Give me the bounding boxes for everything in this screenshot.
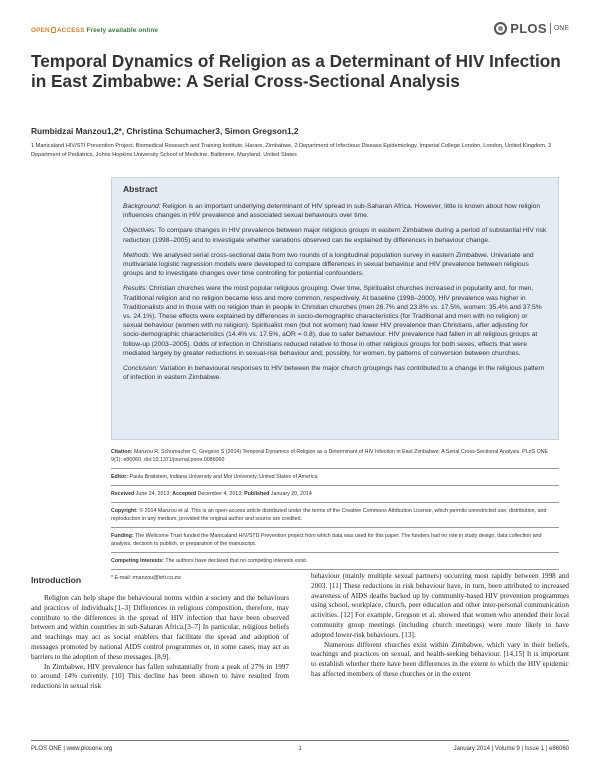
page-number: 1 [298,746,302,752]
intro-paragraph: In Zimbabwe, HIV prevalence has fallen substantially from a peak of 27% in 1997 to around 14% currently. [10] This decline has been shown to have resulted from reductions in sexual risk [31,662,289,691]
competing-label: Competing Interests: [111,558,164,564]
methods-label: Methods: [123,251,151,259]
conclusion-text: Variation in behavioural responses to HIV between the major church groupings has contributed to a change in the religious pattern of infection in eastern Zimbabwe. [123,365,545,382]
logo-name: PLOS [510,21,547,36]
competing-text: The authors have declared that no competing interests exist. [163,558,308,564]
editor-label: Editor: [111,474,129,480]
page-footer [31,740,569,752]
open-label: OPEN [31,27,50,34]
abstract-box [111,177,559,440]
accepted-label: Accepted [172,491,197,497]
freely-available-label: Freely available online [86,27,159,34]
objectives-text: To compare changes in HIV prevalence between major religious groups in eastern Zimbabwe during a period of substantial HIV risk reduction (1998–2005) and to investigate whether variations observed can be explained by differences in behaviour change. [123,227,547,244]
funding [111,530,559,550]
background-label: Background: [123,203,161,210]
citation-label: Citation: [111,449,133,455]
plos-logo-icon [494,22,507,35]
abstract-heading: Abstract [123,184,158,194]
accepted-date: December 4, 2013; [196,491,245,497]
editor [111,471,559,483]
article-title: Temporal Dynamics of Religion as a Determinant of HIV Infection in East Zimbabwe: A Serial Cross-Sectional Analysis [31,51,561,91]
abstract-methods [123,251,547,279]
affiliations: 1 Manicaland HIV/STI Prevention Project. Biomedical Research and Training Institute, Harare, Zimbabwe, 2 Department of Infectious Disease Epidemiology, Imperial College London, London, United Kingdom, 3 Department of Pediatrics, Johns Hopkins University School of Medicine, Baltimore, Maryland, United States [31,143,552,159]
competing-interests [111,555,559,567]
citation [111,446,559,466]
published-date: January 20, 2014 [269,491,312,497]
divider [111,485,559,486]
access-label: ACCESS [56,27,85,34]
plos-one-logo [494,21,569,36]
divider [111,527,559,528]
abstract-background [123,202,547,220]
citation-text: Manzou R, Schumacher C, Gregson S (2014) Temporal Dynamics of Religion as a Determinant of HIV Infection in East Zimbabwe: A Serial Cross-Sectional Analysis. PLoS ONE 9(1): e86060. doi:10.1371/journal.pone.0086060 [111,449,549,463]
introduction-heading: Introduction [31,575,82,585]
funding-label: Funding: [111,533,134,539]
divider [111,502,559,503]
divider [111,569,559,570]
objectives-label: Objectives: [123,227,157,235]
author-list: Rumbidzai Manzou1,2*, Christina Schumacher3, Simon Gregson1,2 [31,126,299,136]
divider [111,468,559,469]
copyright-label: Copyright: [111,508,138,514]
email: * E-mail: rmanzou@brti.co.zw [111,575,181,581]
methods-text: We analysed serial cross-sectional data from two rounds of a longitudinal population survey in eastern Zimbabwe. Univariate and multivariate logistic regression models were developed to compare differences in sexual behaviour and HIV prevalence between religious groups and to investigate changes over time controlling for potential confounders. [123,251,534,278]
article-metadata [111,446,559,584]
received-date: June 24, 2013; [134,491,173,497]
abstract-results [123,284,547,358]
received-label: Received [111,491,135,497]
results-text: Christian churches were the most popular religious grouping. Over time, Spiritualist churches increased in popularity and, for men, Traditional religion and no religion became less and more common, respectively. At baseline (1998–2000), HIV prevalence was higher in Traditionalists and in those with no religion than in people in Christian churches (men 26.7% and 23.8% vs. 17.5%, women: 35.4% and 37.5% vs. 24.1%). These effects were explained by differences in socio-demographic characteristics (for Traditional and men with no religion) or sexual behaviour (women with no religion). Spiritualist men (but not women) had lower HIV prevalence than Christians, after adjusting for socio-demographic characteristics (14.4% vs. 17.5%, aOR = 0.8), due to safer behaviour. HIV prevalence had fallen in all religious groups at follow-up (2003–2005). Odds of infection in Christians reduced relative to those in other religious groups for both sexes, effects that were mediated largely by greater reductions in sexual-risk behaviour and, possibly, for women, by patterns of conversion between churches. [123,285,542,357]
results-label: Results: [123,285,148,293]
copyright [111,505,559,525]
open-access-lock-icon [51,27,56,33]
abstract-objectives [123,226,547,244]
conclusion-label: Conclusion: [123,365,158,373]
background-text: Religion is an important underlying determinant of HIV spread in sub-Saharan Africa. However, little is known about how religion influences changes in HIV prevalence and associated sexual behaviours over time. [123,203,541,220]
body-column-right [311,572,569,680]
intro-paragraph: Numerous different churches exist within Zimbabwe, which vary in their beliefs, teachings and practices on sexual, and health-seeking behaviour. [14,15] It is important to establish whether there have been differences in the extent to which the HIV epidemic has affected members of these churches or in the extent [311,640,569,678]
open-access-banner [31,27,158,34]
logo-divider [550,23,551,34]
editor-text: Paula Braitstein, Indiana University and Moi University, United States of America [128,474,318,480]
body-column-left [31,572,289,692]
footer-journal: PLOS ONE | www.plosone.org [31,746,113,752]
abstract-conclusion [123,364,547,382]
intro-paragraph: behaviour (mainly multiple sexual partners) occurring most rapidly between 1998 and 2003. [11] These reductions in risk behaviour have, in turn, been attributed to increased awareness of AIDS deaths backed up by community-based HIV prevention programmes using school, workplace, church, peer education and other inter-personal communication activities. [12] For example, Gregson et al. showed that women who attended their local community group meetings (including church meetings) were more likely to have adopted lower-risk behaviours. [13]. [311,572,569,639]
logo-sub: ONE [553,25,569,32]
published-label: Published [244,491,270,497]
copyright-text: © 2014 Manzou et al. This is an open-access article distributed under the terms of the Creative Commons Attribution License, which permits unrestricted use, distribution, and reproduction in any medium, provided the original author and source are credited. [111,508,547,522]
divider [111,552,559,553]
dates [111,488,559,500]
footer-issue: January 2014 | Volume 9 | Issue 1 | e86060 [453,746,569,752]
funding-text: The Wellcome Trust funded the Manicaland HIV/STD Prevention project from which data was used for this paper. The funders had no role in study design, data collection and analysis, decision to publish, or preparation of the manuscript. [111,533,542,547]
footer-rule [31,740,569,741]
intro-paragraph: Religion can help shape the behavioural norms within a society and the behaviours and practices of individuals.[1–3] Differences in religious composition, therefore, may contribute to the differences in the spread of HIV infection that have been observed between and within countries in sub-Saharan Africa.[3–7] In particular, religious beliefs and teachings may act as social enablers that facilitate the spread and adoption of messages promoted by national AIDS control programmes or, in some cases, may act as barriers to the adoption of these messages. [8,9]. [31,594,289,661]
